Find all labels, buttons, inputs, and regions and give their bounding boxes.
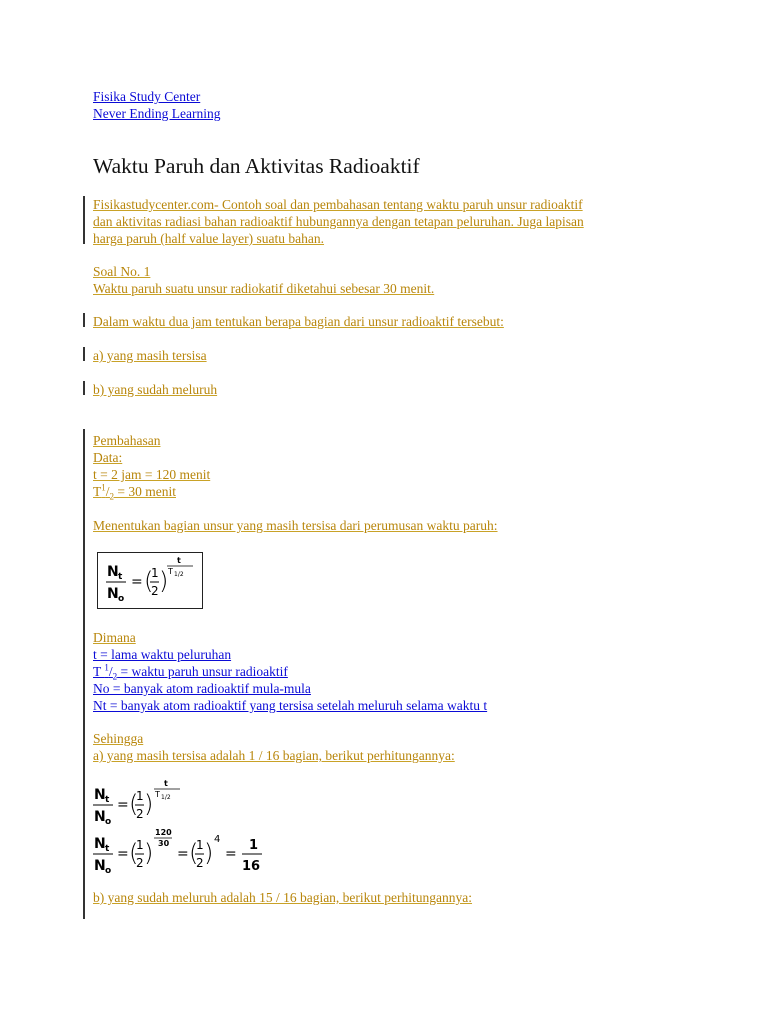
- svg-text:1: 1: [196, 838, 204, 852]
- svg-text:N: N: [107, 586, 119, 602]
- svg-text:N: N: [107, 564, 119, 580]
- calculation-formula: [92, 776, 282, 876]
- intro-line[interactable]: harga paruh (half value layer) suatu bahan.: [93, 231, 325, 246]
- sehingga-heading[interactable]: Sehingga: [93, 731, 144, 746]
- intro-line[interactable]: Fisikastudycenter.com- Contoh soal dan pembahasan tentang waktu paruh unsur radioaktif: [93, 197, 583, 212]
- revision-mark: [83, 313, 85, 327]
- svg-text:1/2: 1/2: [161, 794, 171, 801]
- option-b[interactable]: b) yang sudah meluruh: [93, 382, 218, 397]
- svg-text:N: N: [94, 836, 106, 852]
- svg-text:t: t: [105, 844, 110, 854]
- svg-text:2: 2: [151, 584, 159, 598]
- svg-text:t: t: [118, 572, 123, 582]
- answer-b[interactable]: b) yang sudah meluruh adalah 15 / 16 bagian, berikut perhitungannya:: [93, 890, 473, 905]
- svg-text:16: 16: [242, 859, 261, 874]
- revision-mark: [83, 347, 85, 361]
- svg-text:2: 2: [136, 856, 144, 870]
- svg-text:=: =: [117, 797, 129, 813]
- article-title: Waktu Paruh dan Aktivitas Radioaktif: [93, 154, 420, 178]
- svg-text:(: (: [129, 839, 139, 867]
- svg-text:N: N: [94, 858, 106, 874]
- def-no[interactable]: No = banyak atom radioaktif mula-mula: [93, 681, 311, 696]
- formula-box: [97, 552, 203, 609]
- svg-text:=: =: [225, 846, 237, 862]
- question-text[interactable]: Dalam waktu dua jam tentukan berapa bagian dari unsur radioaktif tersebut:: [93, 314, 504, 329]
- svg-text:2: 2: [196, 856, 204, 870]
- svg-text:=: =: [177, 846, 189, 862]
- data-label[interactable]: Data:: [93, 450, 123, 465]
- svg-text:T: T: [168, 567, 173, 576]
- def-t[interactable]: t = lama waktu peluruhan: [93, 647, 232, 662]
- menentukan-text[interactable]: Menentukan bagian unsur yang masih tersisa dari perumusan waktu paruh:: [93, 518, 498, 533]
- svg-text:(: (: [144, 567, 154, 595]
- svg-text:1: 1: [136, 789, 144, 803]
- svg-text:t: t: [105, 795, 110, 805]
- svg-text:(: (: [129, 790, 139, 818]
- svg-text:1: 1: [151, 566, 159, 580]
- data-t[interactable]: t = 2 jam = 120 menit: [93, 467, 211, 482]
- svg-text:1: 1: [136, 838, 144, 852]
- soal-text[interactable]: Waktu paruh suatu unsur radiokatif diketahui sebesar 30 menit.: [93, 281, 435, 296]
- svg-text:t: t: [177, 556, 181, 565]
- data-half-life[interactable]: $T^1/_2 = 30$ menit: [93, 482, 176, 502]
- svg-text:2: 2: [136, 807, 144, 821]
- svg-text:120: 120: [155, 828, 172, 837]
- svg-text:o: o: [118, 594, 125, 604]
- revision-mark: [83, 381, 85, 395]
- tagline-link[interactable]: Never Ending Learning: [93, 106, 221, 121]
- def-nt[interactable]: Nt = banyak atom radioaktif yang tersisa setelah meluruh selama waktu t: [93, 698, 488, 713]
- soal-heading[interactable]: Soal No. 1: [93, 264, 151, 279]
- svg-text:N: N: [94, 809, 106, 825]
- svg-text:): ): [144, 790, 154, 818]
- svg-text:(: (: [189, 839, 199, 867]
- svg-text:=: =: [117, 846, 129, 862]
- dimana-heading[interactable]: Dimana: [93, 630, 136, 645]
- svg-text:4: 4: [214, 834, 221, 845]
- option-a[interactable]: a) yang masih tersisa: [93, 348, 207, 363]
- answer-a[interactable]: a) yang masih tersisa adalah 1 / 16 bagian, berikut perhitungannya:: [93, 748, 455, 763]
- half-life-formula: [98, 553, 202, 608]
- intro-line[interactable]: dan aktivitas radiasi bahan radioaktif hubungannya dengan tetapan peluruhan. Juga lapisan: [93, 214, 584, 229]
- revision-bar: [83, 196, 85, 244]
- svg-text:=: =: [131, 574, 143, 590]
- svg-text:N: N: [94, 787, 106, 803]
- svg-text:): ): [204, 839, 214, 867]
- svg-text:T: T: [155, 790, 160, 799]
- svg-text:1/2: 1/2: [174, 571, 184, 578]
- svg-text:o: o: [105, 866, 112, 876]
- revision-bar: [83, 429, 85, 919]
- svg-text:o: o: [105, 817, 112, 827]
- svg-text:1: 1: [249, 838, 259, 853]
- svg-text:): ): [159, 567, 169, 595]
- svg-text:t: t: [164, 779, 168, 788]
- def-half-life[interactable]: T $^1/_2$ = waktu paruh unsur radioaktif: [93, 662, 288, 682]
- pembahasan-heading[interactable]: Pembahasan: [93, 433, 161, 448]
- svg-text:30: 30: [158, 839, 170, 848]
- site-name-link[interactable]: Fisika Study Center: [93, 89, 201, 104]
- svg-text:): ): [144, 839, 154, 867]
